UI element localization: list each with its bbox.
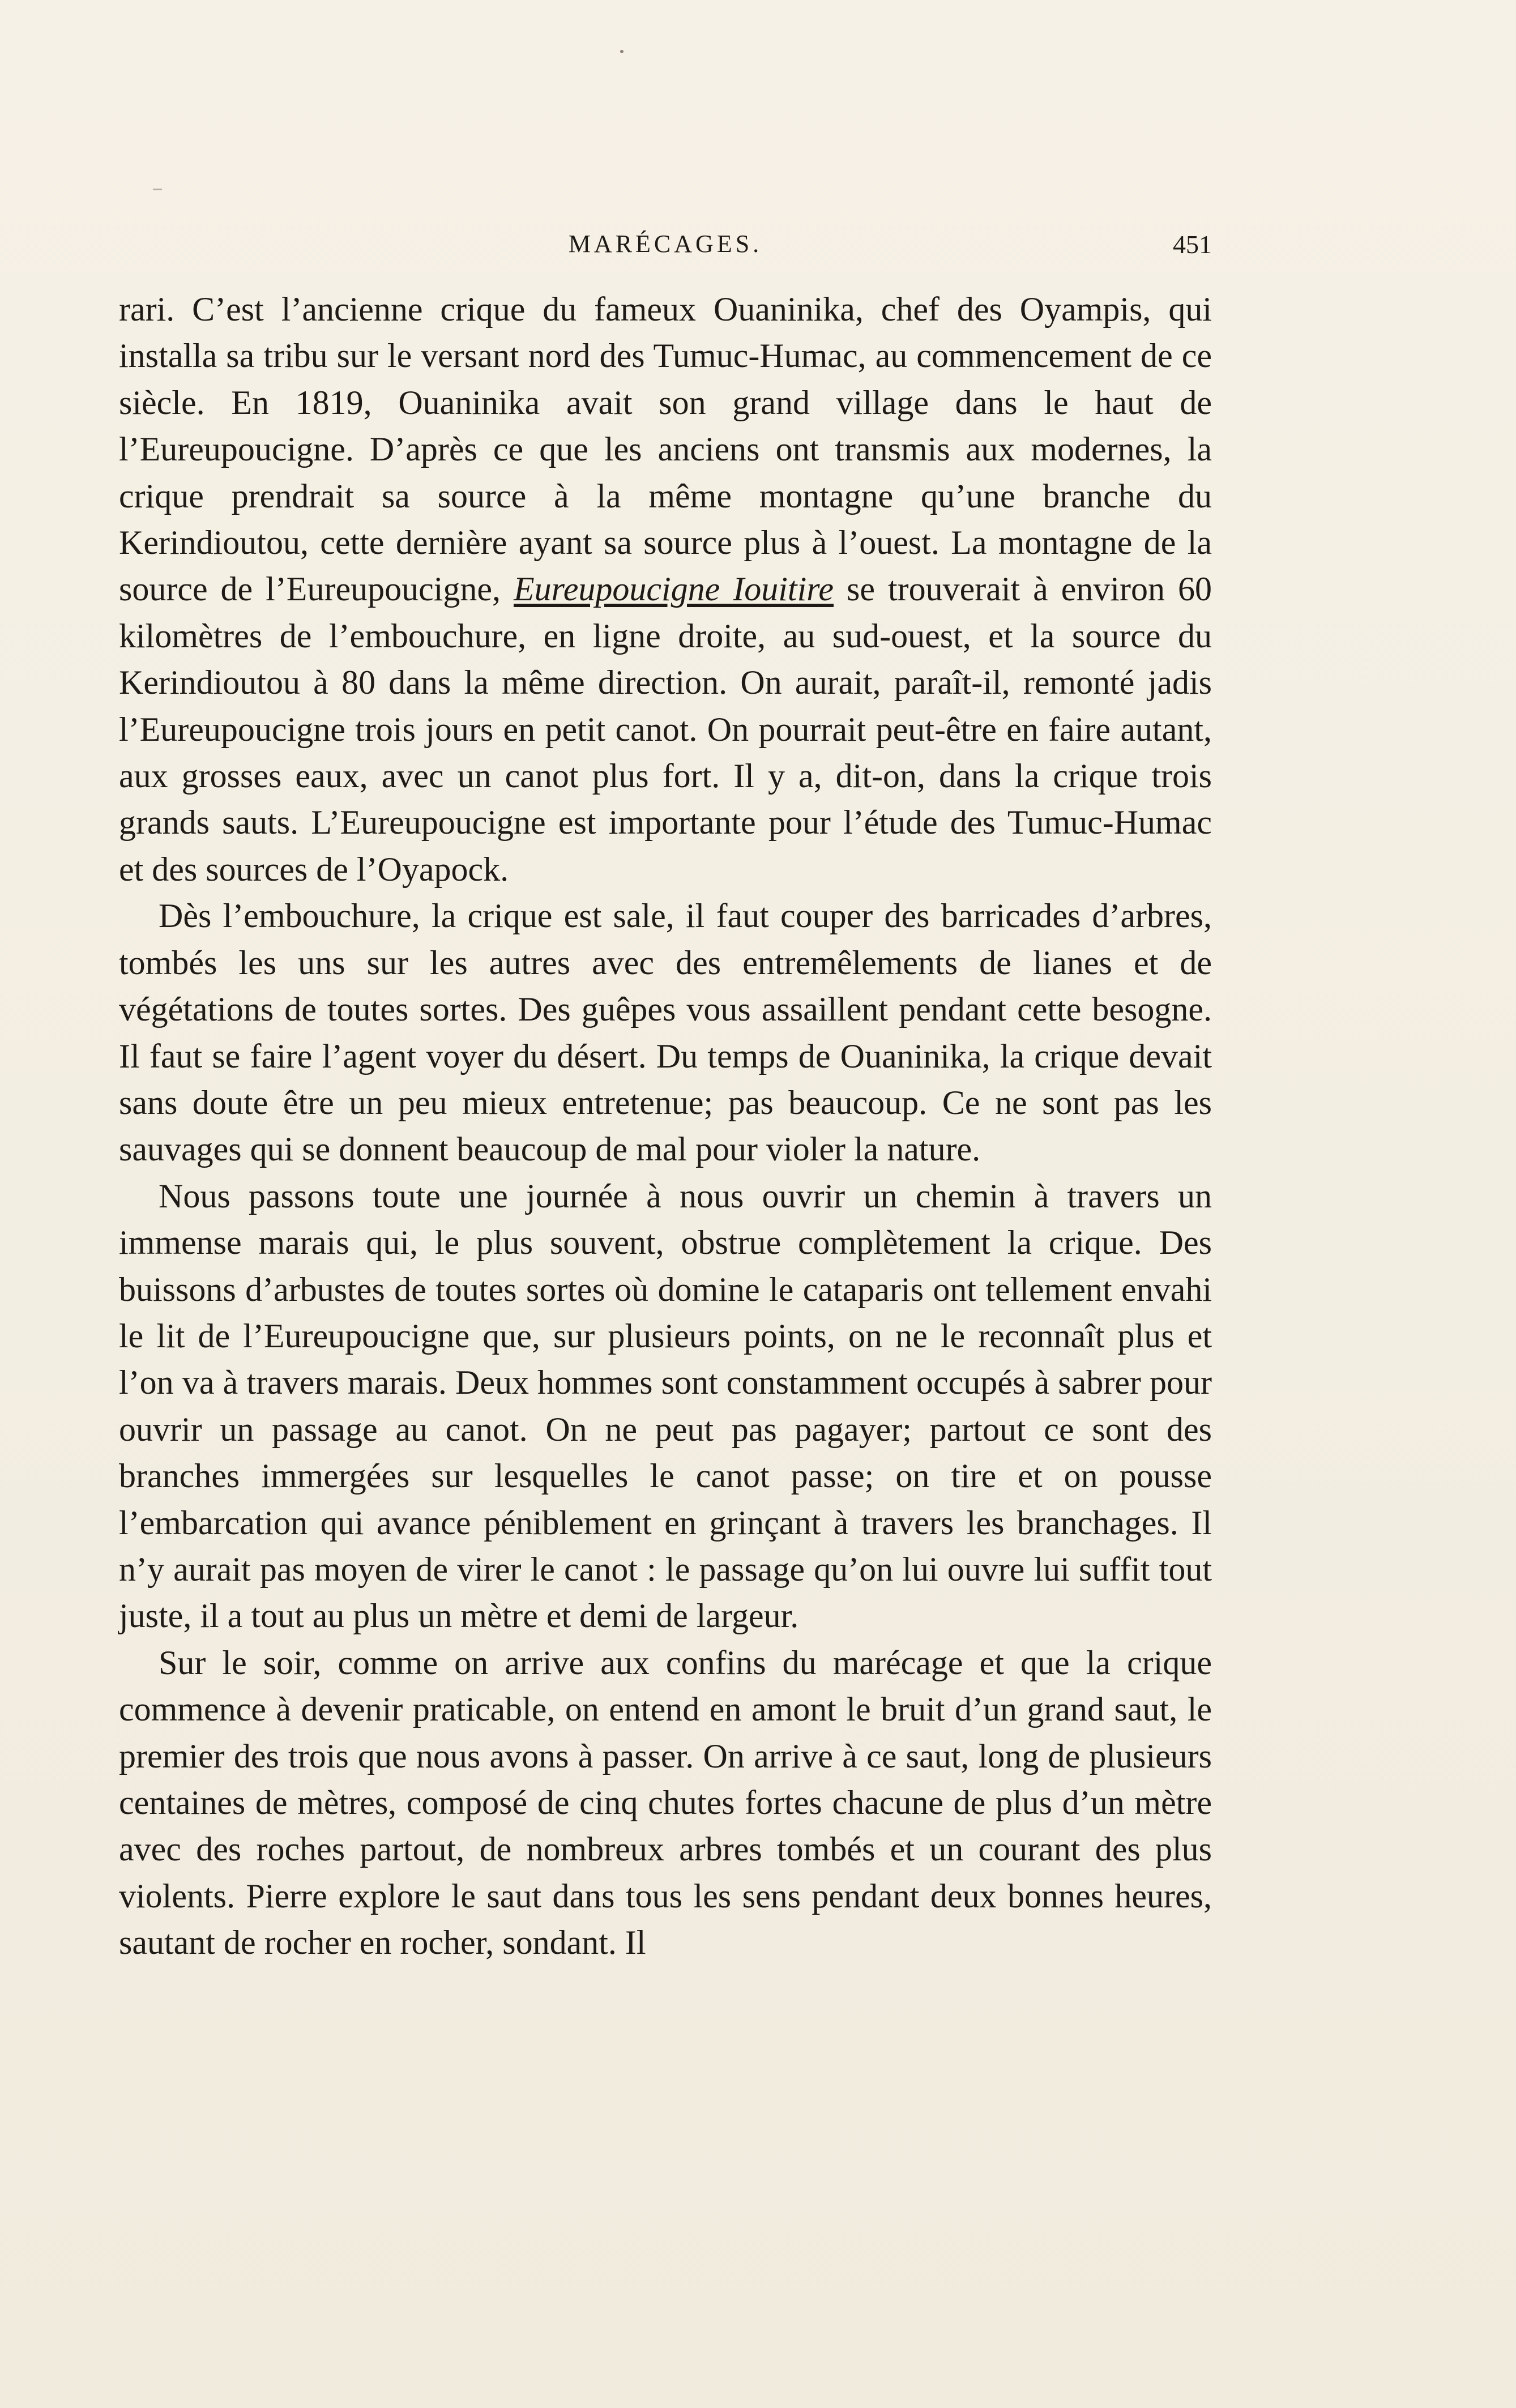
margin-mark xyxy=(153,189,162,190)
paragraph-1-text-start: rari. C’est l’ancienne crique du fameux Ouaninika, chef des Oyampis, qui installa sa tribu sur le versant nord des Tumuc-Humac, au commencement de ce siècle. En 1819, Ouaninika avait son grand village dans le haut de l’Eureupoucigne. D’après ce que les anciens ont transmis aux modernes, la crique prendrait sa source à la même montagne qu’une branche du Kerindioutou, cette dernière ayant sa source plus à l’ouest. La montagne de la source de l’Eureupoucigne, xyxy=(119,291,1212,608)
running-head xyxy=(119,229,1212,269)
running-title: MARÉCAGES. xyxy=(568,230,763,258)
italic-place-name: Eureupoucigne Iouitire xyxy=(513,570,834,608)
page-number: 451 xyxy=(1173,230,1212,259)
speck-mark xyxy=(620,50,624,53)
body-text xyxy=(119,286,1212,1966)
paragraph-1 xyxy=(119,286,1212,893)
paragraph-1-text-end: se trouverait à environ 60 kilomètres de l’embouchure, en ligne droite, au sud-ouest, et la source du Kerindioutou à 80 dans la même direction. On aurait, paraît-il, remonté jadis l’Eureupoucigne trois jours en petit canot. On pourrait peut-être en faire autant, aux grosses eaux, avec un canot plus fort. Il y a, dit-on, dans la crique trois grands sauts. L’Eureupoucigne est importante pour l’étude des Tumuc-Humac et des sources de l’Oyapock. xyxy=(119,570,1212,888)
paragraph-4: Sur le soir, comme on arrive aux confins du marécage et que la crique commence à devenir praticable, on entend en amont le bruit d’un grand saut, le premier des trois que nous avons à passer. On arrive à ce saut, long de plusieurs centaines de mètres, composé de cinq chutes fortes chacune de plus d’un mètre avec des roches partout, de nombreux arbres tombés et un courant des plus violents. Pierre explore le saut dans tous les sens pendant deux bonnes heures, sautant de rocher en rocher, sondant. Il xyxy=(119,1643,1212,1962)
paragraph-2: Dès l’embouchure, la crique est sale, il faut couper des barricades d’arbres, tombés les uns sur les autres avec des entremêlements de lianes et de végétations de toutes sortes. Des guêpes vous assaillent pendant cette besogne. Il faut se faire l’agent voyer du désert. Du temps de Ouaninika, la crique devait sans doute être un peu mieux entretenue; pas beaucoup. Ce ne sont pas les sauvages qui se donnent beaucoup de mal pour violer la nature. xyxy=(119,897,1212,1168)
paragraph-3: Nous passons toute une journée à nous ouvrir un chemin à travers un immense marais qui, le plus souvent, obstrue complètement la crique. Des buissons d’arbustes de toutes sortes où domine le cataparis ont tellement envahi le lit de l’Eureupoucigne que, sur plusieurs points, on ne le reconnaît plus et l’on va à travers marais. Deux hommes sont constamment occupés à sabrer pour ouvrir un passage au canot. On ne peut pas pagayer; partout ce sont des branches immergées sur lesquelles le canot passe; on tire et on pousse l’embarcation qui avance péniblement en grinçant à travers les branchages. Il n’y aurait pas moyen de virer le canot : le passage qu’on lui ouvre lui suffit tout juste, il a tout au plus un mètre et demi de largeur. xyxy=(119,1177,1212,1635)
